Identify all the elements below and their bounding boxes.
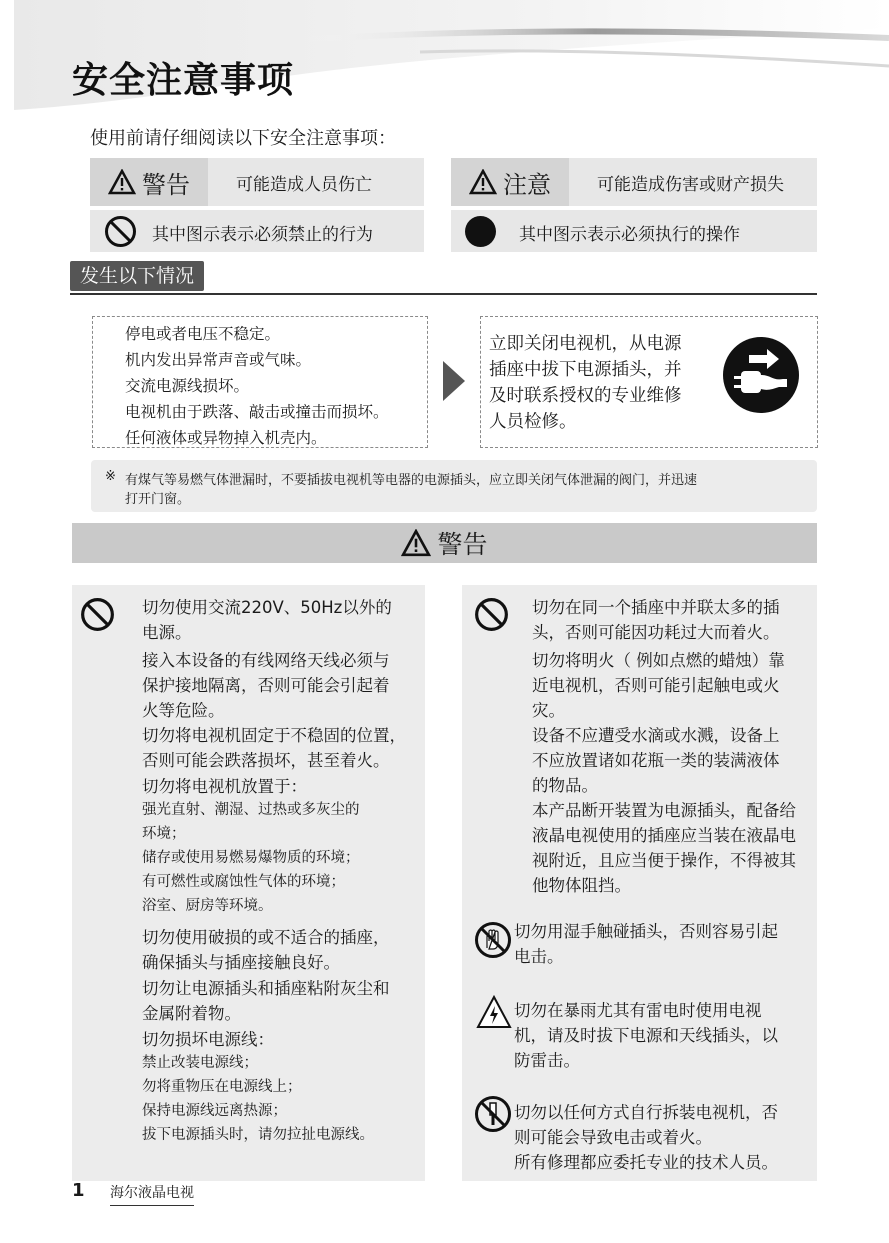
item-line: 防雷击。 xyxy=(514,1051,580,1070)
warning-right-column xyxy=(462,585,817,1181)
legend-prohibit-desc: 其中图示表示必须禁止的行为 xyxy=(152,225,373,245)
item-line: 切勿以任何方式自行拆装电视机，否 xyxy=(514,1103,778,1122)
item-line: 切勿在同一个插座中并联太多的插 xyxy=(532,598,780,617)
item-line: 切勿使用破损的或不适合的插座， xyxy=(142,928,390,947)
warning-left-column xyxy=(72,585,425,1181)
warning-item xyxy=(142,1027,422,1052)
legend-warning-label: 警告 xyxy=(142,170,190,199)
item-line: 确保插头与插座接触良好。 xyxy=(142,953,340,972)
item-line: 切勿用湿手触碰插头，否则容易引起 xyxy=(514,922,778,941)
legend-caution xyxy=(451,158,817,206)
item-line: 电击。 xyxy=(514,947,564,966)
item-line: 切勿损坏电源线： xyxy=(142,1030,274,1049)
warning-triangle-icon xyxy=(401,529,431,557)
intro-text: 使用前请仔细阅读以下安全注意事项： xyxy=(90,128,396,149)
section-heading: 发生以下情况 xyxy=(70,261,204,291)
warning-section-label: 警告 xyxy=(437,530,488,559)
lightning-warning-icon xyxy=(476,995,512,1029)
item-line: 切勿将电视机放置于： xyxy=(142,777,307,796)
action-line: 及时联系授权的专业维修 xyxy=(489,386,682,406)
legend-caution-label: 注意 xyxy=(503,170,551,199)
item-line: 切勿让电源插头和插座粘附灰尘和 xyxy=(142,979,390,998)
wet-hand-prohibited-icon xyxy=(474,921,512,959)
item-line: 金属附着物。 xyxy=(142,1004,241,1023)
warning-item xyxy=(142,595,422,645)
warning-triangle-icon xyxy=(108,169,136,195)
warning-item xyxy=(142,976,422,1026)
item-line: 浴室、厨房等环境。 xyxy=(142,898,273,914)
item-line: 火等危险。 xyxy=(142,701,225,720)
legend-mandatory-row xyxy=(451,210,817,252)
action-box xyxy=(480,316,818,448)
item-line: 机，请及时拔下电源和天线插头，以 xyxy=(514,1026,778,1045)
legend-warning-desc: 可能造成人员伤亡 xyxy=(236,174,372,195)
item-line: 保护接地隔离，否则可能会引起着 xyxy=(142,676,390,695)
item-line: 储存或使用易燃易爆物质的环境； xyxy=(142,850,360,866)
warning-section-title xyxy=(72,523,817,563)
item-line: 接入本设备的有线网络天线必须与 xyxy=(142,651,390,670)
arrow-right-icon xyxy=(443,361,465,401)
warning-item xyxy=(142,774,422,799)
condition-item: 交流电源线损坏。 xyxy=(125,377,250,395)
legend-caution-desc: 可能造成伤害或财产损失 xyxy=(597,174,784,195)
item-line: 视附近，且应当便于操作，不得被其 xyxy=(532,851,796,870)
item-line: 环境； xyxy=(142,826,186,842)
warning-item xyxy=(532,595,814,645)
prohibition-icon xyxy=(80,597,115,632)
item-line: 所有修理都应委托专业的技术人员。 xyxy=(514,1153,778,1172)
note-line: 有煤气等易燃气体泄漏时，不要插拔电视机等电器的电源插头，应立即关闭气体泄漏的阀门，并迅速 xyxy=(125,473,698,488)
condition-item: 任何液体或异物掉入机壳内。 xyxy=(125,429,327,447)
item-line: 的物品。 xyxy=(532,776,598,795)
warning-item xyxy=(142,925,422,975)
conditions-list xyxy=(125,321,389,451)
action-line: 立即关闭电视机，从电源 xyxy=(489,334,682,354)
condition-item: 电视机由于跌落、敲击或撞击而损坏。 xyxy=(125,403,389,421)
warning-item xyxy=(142,648,422,723)
unplug-icon xyxy=(721,335,801,415)
item-line: 电源。 xyxy=(142,623,192,642)
item-line: 禁止改装电源线； xyxy=(142,1055,258,1071)
item-line: 切勿将明火（ 例如点燃的蜡烛）靠 xyxy=(532,651,785,670)
note-line: 打开门窗。 xyxy=(125,492,191,507)
section-divider xyxy=(70,293,817,295)
legend-warning-head xyxy=(90,158,208,206)
legend-caution-head xyxy=(451,158,569,206)
mandatory-dot-icon xyxy=(464,215,497,248)
no-disassemble-icon xyxy=(474,1095,512,1133)
item-line: 拔下电源插头时，请勿拉扯电源线。 xyxy=(142,1127,374,1143)
condition-item: 机内发出异常声音或气味。 xyxy=(125,351,312,369)
legend-prohibit-row xyxy=(90,210,424,252)
action-line: 人员检修。 xyxy=(489,412,577,432)
item-line: 否则可能会跌落损坏，甚至着火。 xyxy=(142,751,390,770)
action-text xyxy=(489,331,682,435)
warning-item xyxy=(514,919,814,969)
action-line: 插座中拔下电源插头，并 xyxy=(489,360,682,380)
condition-item: 停电或者电压不稳定。 xyxy=(125,325,281,343)
warning-item xyxy=(514,1100,814,1175)
item-line: 切勿使用交流220V、50Hz以外的 xyxy=(142,598,392,617)
warning-item xyxy=(532,648,814,723)
prohibition-icon xyxy=(474,597,509,632)
note-mark: ※ xyxy=(105,469,116,484)
warning-item xyxy=(532,798,814,898)
prohibition-icon xyxy=(104,215,137,248)
conditions-box xyxy=(92,316,428,448)
warning-sublist xyxy=(142,1051,422,1147)
item-line: 设备不应遭受水滴或水溅，设备上 xyxy=(532,726,780,745)
page-number: 1 xyxy=(72,1180,85,1201)
item-line: 不应放置诸如花瓶一类的装满液体 xyxy=(532,751,780,770)
item-line: 灾。 xyxy=(532,701,565,720)
item-line: 头，否则可能因功耗过大而着火。 xyxy=(532,623,780,642)
legend-warning xyxy=(90,158,424,206)
item-line: 则可能会导致电击或着火。 xyxy=(514,1128,712,1147)
item-line: 切勿将电视机固定于不稳固的位置， xyxy=(142,726,406,745)
item-line: 近电视机，否则可能引起触电或火 xyxy=(532,676,780,695)
item-line: 本产品断开装置为电源插头，配备给 xyxy=(532,801,796,820)
item-line: 强光直射、潮湿、过热或多灰尘的 xyxy=(142,802,360,818)
warning-triangle-icon xyxy=(469,169,497,195)
warning-item xyxy=(532,723,814,798)
book-title: 海尔液晶电视 xyxy=(110,1182,194,1206)
item-line: 保持电源线远离热源； xyxy=(142,1103,287,1119)
legend-mandatory-desc: 其中图示表示必须执行的操作 xyxy=(519,225,740,245)
warning-item xyxy=(514,998,814,1073)
warning-item xyxy=(142,723,422,773)
page-title: 安全注意事项 xyxy=(72,60,295,101)
item-line: 有可燃性或腐蚀性气体的环境； xyxy=(142,874,345,890)
warning-sublist xyxy=(142,798,422,918)
item-line: 他物体阻挡。 xyxy=(532,876,631,895)
item-line: 液晶电视使用的插座应当装在液晶电 xyxy=(532,826,796,845)
item-line: 勿将重物压在电源线上； xyxy=(142,1079,302,1095)
gas-leak-note xyxy=(91,460,817,512)
item-line: 切勿在暴雨尤其有雷电时使用电视 xyxy=(514,1001,762,1020)
